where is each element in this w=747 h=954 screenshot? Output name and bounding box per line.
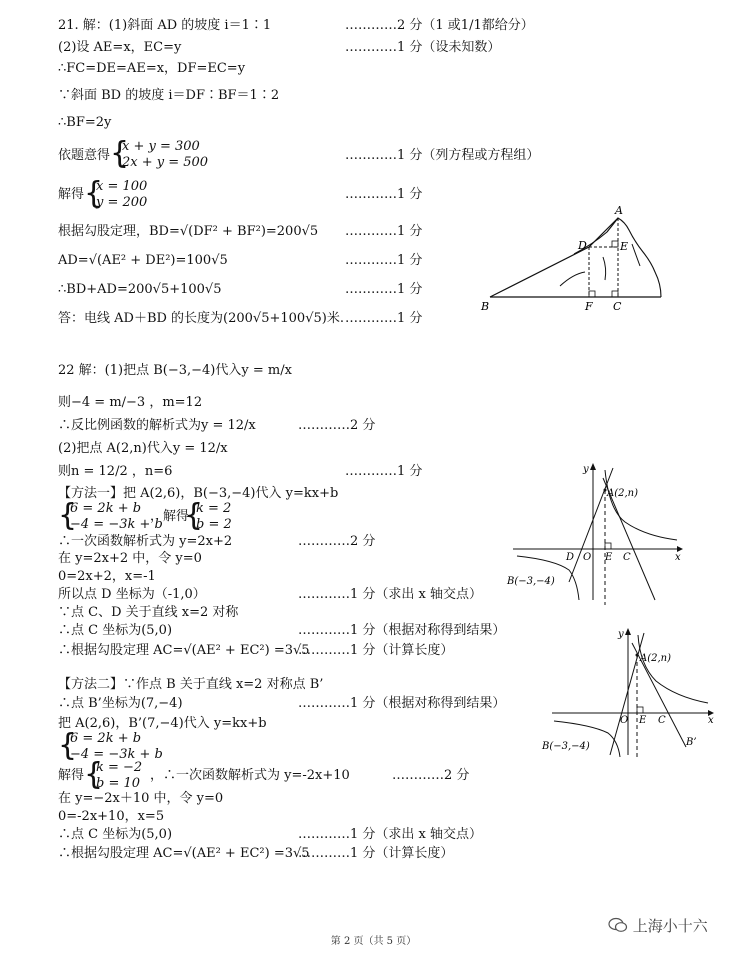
q22-line-4: (2)把点 A(2,n)代入y = 12/x	[58, 441, 228, 456]
q22-sol-b-2: b = 10	[96, 776, 141, 791]
q21-line-10: ∴BD+AD=200√5+100√5	[58, 282, 222, 297]
q21-points-7: …………1 分	[345, 187, 423, 202]
q22-line-1: 22 解：(1)把点 B(−3,−4)代入y = m/x	[58, 363, 292, 378]
q22-m2-points-4: …………2 分	[392, 768, 470, 783]
q22-points-13: …………1 分（计算长度）	[298, 643, 454, 658]
hyperbola-branch-1	[605, 470, 677, 540]
q22-m2-line-7: ∴点 C 坐标为(5,0)	[58, 827, 173, 842]
slope-figure	[475, 200, 675, 315]
q22-solution-b: { k = −2 b = 10	[84, 757, 143, 792]
q22-m2-line-8: ∴根据勾股定理 AC=√(AE² + EC²) =3√5	[58, 846, 310, 861]
q22-line-8: 在 y=2x+2 中，令 y=0	[58, 551, 202, 566]
q22-points-5: …………1 分	[345, 464, 423, 479]
label-o: O	[583, 552, 592, 563]
y-axis-arrow	[590, 463, 596, 470]
q21-solution-system: { x = 100 y = 200	[84, 176, 148, 211]
q21-sol-1: x = 100	[96, 179, 148, 194]
label-c: C	[613, 300, 622, 313]
q22-line-6: 【方法一】把 A(2,6)，B(−3,−4)代入 y=kx+b	[58, 486, 339, 501]
q21-line-6: 依题意得	[58, 148, 111, 163]
q21-line-2: (2)设 AE=x，EC=y	[58, 40, 182, 55]
q21-line-11: 答：电线 AD＋BD 的长度为(200√5+100√5)米.	[58, 311, 344, 326]
q22-sol-b-1: k = −2	[96, 760, 143, 775]
q22-m2-points-2: …………1 分（根据对称得到结果）	[298, 696, 506, 711]
q21-points-10: …………1 分	[345, 282, 423, 297]
label-o: O	[620, 715, 629, 726]
label-a: A	[615, 204, 623, 217]
q22-m2-points-8: …………1 分（计算长度）	[298, 846, 454, 861]
q22-m2-line-4b: ，∴一次函数解析式为 y=-2x+10	[150, 768, 350, 783]
point-a	[636, 654, 639, 657]
graph-method-two	[540, 625, 720, 760]
label-b-prime: B’	[686, 737, 697, 748]
q22-points-3: …………2 分	[298, 418, 376, 433]
label-e: E	[605, 552, 613, 563]
mountain-ridge-2	[560, 272, 585, 286]
q21-equation-system: { x + y = 300 2x + y = 500	[110, 136, 209, 171]
right-angle-e	[637, 707, 643, 713]
q22-points-10: …………1 分（求出 x 轴交点）	[298, 587, 482, 602]
watermark-text: 上海小十六	[632, 917, 708, 935]
label-f: F	[585, 300, 593, 313]
right-angle-f	[589, 291, 595, 297]
q22-points-7: …………2 分	[298, 534, 376, 549]
q21-eq-2: 2x + y = 500	[122, 155, 209, 170]
q22-m2-line-5: 在 y=−2x＋10 中，令 y=0	[58, 791, 224, 806]
q22-m2-line-1: 【方法二】∵作点 B 关于直线 x=2 对称点 B’	[58, 677, 324, 692]
q21-line-5: ∴BF=2y	[58, 115, 112, 130]
right-angle-e	[605, 543, 611, 549]
q22-solve-a-label: ，解得	[150, 509, 190, 524]
q22-line-10: 所以点 D 坐标为（-1,0）	[58, 587, 206, 602]
line-ab	[610, 633, 644, 755]
q22-line-12: ∴点 C 坐标为(5,0)	[58, 623, 173, 638]
label-b: B(−3,−4)	[507, 576, 555, 587]
q21-points-6: …………1 分（列方程或方程组）	[345, 148, 540, 163]
q21-points-1: …………2 分（1 或1/1都给分）	[345, 18, 534, 33]
q21-points-9: …………1 分	[345, 253, 423, 268]
q22-sol-a-1: k = 2	[196, 501, 232, 516]
q22-system-a: { 6 = 2k + b −4 = −3k + b	[58, 498, 163, 533]
q22-solution-a: { k = 2 b = 2	[184, 498, 232, 533]
label-d: D	[566, 552, 575, 563]
wechat-icon	[608, 917, 628, 933]
q22-line-9: 0=2x+2，x=-1	[58, 569, 156, 584]
q22-line-13: ∴根据勾股定理 AC=√(AE² + EC²) =3√5	[58, 643, 310, 658]
label-c: C	[623, 552, 631, 563]
label-x: x	[708, 715, 714, 726]
label-b: B(−3,−4)	[542, 741, 590, 752]
label-c: C	[658, 715, 666, 726]
q22-line-5: 则n = 12/2 ，n=6	[58, 464, 173, 479]
q22-m2-line-6: 0=-2x+10，x=5	[58, 809, 165, 824]
q22-m2-line-4: 解得	[58, 768, 85, 783]
q21-line-4: ∵斜面 BD 的坡度 i＝DF∶BF＝1∶2	[58, 88, 280, 103]
label-a: A(2,n)	[640, 653, 672, 664]
mountain-ridge-3	[603, 257, 606, 280]
q22-sol-a-2: b = 2	[196, 517, 232, 532]
q22-line-11: ∵点 C、D 关于直线 x=2 对称	[58, 605, 239, 620]
label-e: E	[639, 715, 647, 726]
q21-points-11: …………1 分	[345, 311, 423, 326]
q21-line-3: ∴FC=DE=AE=x，DF=EC=y	[58, 61, 246, 76]
q22-sys-b-2: −4 = −3k + b	[70, 747, 163, 762]
label-y: y	[618, 629, 624, 640]
label-a: A(2,n)	[607, 488, 639, 499]
label-x: x	[675, 552, 681, 563]
right-angle-c	[612, 291, 618, 297]
q22-points-12: …………1 分（根据对称得到结果）	[298, 623, 506, 638]
q22-system-b: { 6 = 2k + b −4 = −3k + b	[58, 728, 163, 763]
q21-points-2: …………1 分（设未知数）	[345, 40, 501, 55]
q21-line-9: AD=√(AE² + DE²)=100√5	[58, 253, 228, 268]
graph-method-one	[505, 460, 685, 605]
q21-line-8: 根据勾股定理，BD=√(DF² + BF²)=200√5	[58, 224, 319, 239]
y-axis-arrow	[625, 628, 631, 635]
watermark	[608, 915, 708, 936]
q22-sys-a-1: 6 = 2k + b	[70, 501, 142, 516]
hyperbola-branch-1	[638, 635, 708, 703]
q21-points-8: …………1 分	[345, 224, 423, 239]
q22-m2-points-7: …………1 分（求出 x 轴交点）	[298, 827, 482, 842]
wire-bd	[490, 247, 589, 297]
page-footer: 第 2 页（共 5 页）	[330, 936, 417, 947]
q21-line-1: 21. 解：(1)斜面 AD 的坡度 i＝1∶1	[58, 18, 272, 33]
q22-m2-line-2: ∴点 B’坐标为(7,−4)	[58, 696, 183, 711]
q21-line-7: 解得	[58, 187, 85, 202]
label-b: B	[481, 300, 490, 313]
q21-sol-2: y = 200	[96, 195, 148, 210]
label-e: E	[620, 240, 629, 253]
q22-sys-a-2: −4 = −3k + b	[70, 517, 163, 532]
label-y: y	[583, 464, 589, 475]
q21-eq-1: x + y = 300	[122, 139, 200, 154]
right-angle-e	[612, 241, 618, 247]
q22-m2-line-3: 把 A(2,6)，B’(7,−4)代入 y=kx+b	[58, 716, 267, 731]
q22-line-7: ∴一次函数解析式为 y=2x+2	[58, 534, 233, 549]
q22-line-3: ∴反比例函数的解析式为y = 12/x	[58, 418, 256, 433]
q22-line-2: 则−4 = m/−3 ，m=12	[58, 395, 203, 410]
label-d: D	[578, 239, 587, 252]
q22-sys-b-1: 6 = 2k + b	[70, 731, 142, 746]
